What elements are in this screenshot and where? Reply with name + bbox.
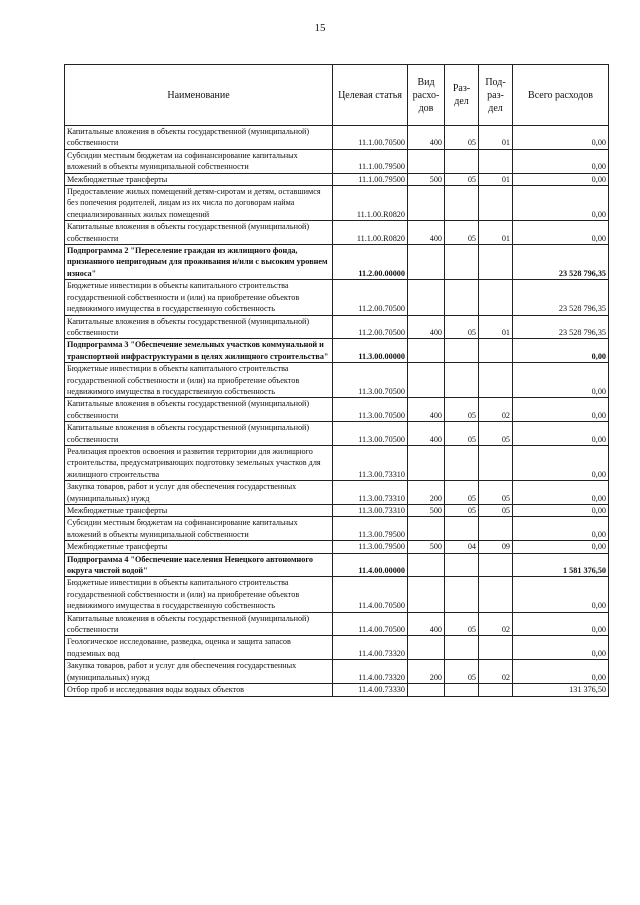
row-total-cell: 0,00 — [513, 173, 609, 185]
row-vid-cell: 400 — [408, 126, 445, 150]
header-podrazdel: Под-раз-дел — [479, 65, 513, 126]
row-podrazdel-cell: 02 — [479, 612, 513, 636]
row-razdel-cell — [445, 577, 479, 612]
row-razdel-cell — [445, 445, 479, 480]
row-target-cell: 11.2.00.00000 — [333, 245, 408, 280]
row-total-cell: 0,00 — [513, 481, 609, 505]
row-total-cell: 0,00 — [513, 577, 609, 612]
row-vid-cell — [408, 445, 445, 480]
row-razdel-cell — [445, 553, 479, 577]
row-podrazdel-cell: 05 — [479, 505, 513, 517]
row-razdel-cell: 05 — [445, 422, 479, 446]
row-vid-cell: 400 — [408, 612, 445, 636]
row-total-cell: 23 528 796,35 — [513, 280, 609, 315]
row-razdel-cell: 05 — [445, 660, 479, 684]
row-razdel-cell — [445, 517, 479, 541]
row-total-cell: 0,00 — [513, 221, 609, 245]
row-target-cell: 11.3.00.73310 — [333, 481, 408, 505]
table-row — [65, 660, 609, 684]
row-target-cell: 11.3.00.79500 — [333, 541, 408, 553]
row-podrazdel-cell: 05 — [479, 481, 513, 505]
row-target-cell: 11.3.00.79500 — [333, 517, 408, 541]
table-row — [65, 636, 609, 660]
row-target-cell: 11.1.00.79500 — [333, 149, 408, 173]
row-name-cell: Капитальные вложения в объекты государственной (муниципальной) собственности — [65, 612, 333, 636]
row-name-cell: Закупка товаров, работ и услуг для обеспечения государственных (муниципальных) нужд — [65, 481, 333, 505]
row-vid-cell — [408, 684, 445, 696]
row-razdel-cell: 04 — [445, 541, 479, 553]
row-podrazdel-cell — [479, 517, 513, 541]
table-row — [65, 541, 609, 553]
row-razdel-cell: 05 — [445, 173, 479, 185]
header-target: Целевая статья — [333, 65, 408, 126]
row-vid-cell: 500 — [408, 505, 445, 517]
row-total-cell: 0,00 — [513, 612, 609, 636]
row-razdel-cell: 05 — [445, 221, 479, 245]
header-vid: Вид расхо-дов — [408, 65, 445, 126]
row-vid-cell: 400 — [408, 221, 445, 245]
table-row — [65, 315, 609, 339]
row-razdel-cell — [445, 280, 479, 315]
row-razdel-cell — [445, 339, 479, 363]
row-name-cell: Подпрограмма 4 "Обеспечение населения Ненецкого автономного округа чистой водой" — [65, 553, 333, 577]
row-podrazdel-cell: 02 — [479, 398, 513, 422]
row-target-cell: 11.1.00.R0820 — [333, 186, 408, 221]
table-row — [65, 173, 609, 185]
table-row — [65, 126, 609, 150]
row-total-cell: 0,00 — [513, 541, 609, 553]
row-vid-cell: 200 — [408, 660, 445, 684]
row-target-cell: 11.3.00.70500 — [333, 363, 408, 398]
row-target-cell: 11.1.00.70500 — [333, 126, 408, 150]
row-target-cell: 11.2.00.70500 — [333, 280, 408, 315]
row-target-cell: 11.4.00.73320 — [333, 660, 408, 684]
row-target-cell: 11.3.00.00000 — [333, 339, 408, 363]
row-target-cell: 11.4.00.73320 — [333, 636, 408, 660]
row-razdel-cell — [445, 363, 479, 398]
row-target-cell: 11.2.00.70500 — [333, 315, 408, 339]
row-total-cell: 0,00 — [513, 363, 609, 398]
table-row — [65, 612, 609, 636]
row-total-cell: 0,00 — [513, 186, 609, 221]
row-vid-cell: 400 — [408, 398, 445, 422]
row-name-cell: Бюджетные инвестиции в объекты капитального строительства государственной собственности и (или) на приобретение объектов недвижимого имущества в государственную собственность — [65, 577, 333, 612]
table-row — [65, 445, 609, 480]
header-name: Наименование — [65, 65, 333, 126]
subprogram-row — [65, 339, 609, 363]
row-total-cell: 0,00 — [513, 445, 609, 480]
row-podrazdel-cell: 05 — [479, 422, 513, 446]
row-vid-cell — [408, 280, 445, 315]
row-total-cell: 23 528 796,35 — [513, 245, 609, 280]
row-podrazdel-cell — [479, 339, 513, 363]
row-vid-cell: 500 — [408, 541, 445, 553]
row-name-cell: Бюджетные инвестиции в объекты капитального строительства государственной собственности и (или) на приобретение объектов недвижимого имущества в государственную собственность — [65, 363, 333, 398]
row-total-cell: 0,00 — [513, 422, 609, 446]
row-target-cell: 11.1.00.R0820 — [333, 221, 408, 245]
row-name-cell: Капитальные вложения в объекты государственной (муниципальной) собственности — [65, 315, 333, 339]
row-vid-cell — [408, 636, 445, 660]
row-target-cell: 11.3.00.73310 — [333, 445, 408, 480]
row-name-cell: Капитальные вложения в объекты государственной (муниципальной) собственности — [65, 422, 333, 446]
subprogram-row — [65, 245, 609, 280]
table-row — [65, 517, 609, 541]
table-row — [65, 149, 609, 173]
row-total-cell: 0,00 — [513, 149, 609, 173]
row-total-cell: 131 376,50 — [513, 684, 609, 696]
row-podrazdel-cell: 09 — [479, 541, 513, 553]
row-razdel-cell: 05 — [445, 126, 479, 150]
row-name-cell: Отбор проб и исследования воды водных объектов — [65, 684, 333, 696]
page-number: 15 — [314, 22, 326, 34]
row-razdel-cell: 05 — [445, 481, 479, 505]
row-podrazdel-cell: 01 — [479, 315, 513, 339]
row-name-cell: Субсидии местным бюджетам на софинансирование капитальных вложений в объекты муниципальной собственности — [65, 149, 333, 173]
row-razdel-cell: 05 — [445, 505, 479, 517]
table-row — [65, 422, 609, 446]
row-total-cell: 0,00 — [513, 398, 609, 422]
row-razdel-cell: 05 — [445, 315, 479, 339]
budget-table — [64, 64, 609, 697]
row-vid-cell: 400 — [408, 315, 445, 339]
row-vid-cell — [408, 339, 445, 363]
row-target-cell: 11.3.00.70500 — [333, 422, 408, 446]
row-total-cell: 0,00 — [513, 505, 609, 517]
row-target-cell: 11.3.00.70500 — [333, 398, 408, 422]
row-total-cell: 1 581 376,50 — [513, 553, 609, 577]
table-row — [65, 186, 609, 221]
table-row — [65, 398, 609, 422]
row-name-cell: Подпрограмма 2 "Переселение граждан из жилищного фонда, признанного непригодным для проживания и/или с высоким уровнем износа" — [65, 245, 333, 280]
row-podrazdel-cell: 01 — [479, 173, 513, 185]
row-total-cell: 23 528 796,35 — [513, 315, 609, 339]
row-target-cell: 11.4.00.70500 — [333, 612, 408, 636]
row-name-cell: Капитальные вложения в объекты государственной (муниципальной) собственности — [65, 126, 333, 150]
table-row — [65, 481, 609, 505]
table-header-row — [65, 65, 609, 126]
row-name-cell: Субсидии местным бюджетам на софинансирование капитальных вложений в объекты муниципальной собственности — [65, 517, 333, 541]
table-row — [65, 221, 609, 245]
row-target-cell: 11.3.00.73310 — [333, 505, 408, 517]
row-podrazdel-cell: 02 — [479, 660, 513, 684]
row-podrazdel-cell — [479, 363, 513, 398]
row-vid-cell — [408, 553, 445, 577]
row-vid-cell — [408, 186, 445, 221]
table-row — [65, 577, 609, 612]
row-razdel-cell — [445, 186, 479, 221]
row-name-cell: Капитальные вложения в объекты государственной (муниципальной) собственности — [65, 221, 333, 245]
table-row — [65, 280, 609, 315]
row-vid-cell — [408, 363, 445, 398]
row-podrazdel-cell — [479, 245, 513, 280]
row-vid-cell — [408, 577, 445, 612]
row-razdel-cell — [445, 684, 479, 696]
row-podrazdel-cell — [479, 149, 513, 173]
row-name-cell: Геологическое исследование, разведка, оценка и защита запасов подземных вод — [65, 636, 333, 660]
table-body — [65, 126, 609, 697]
subprogram-row — [65, 553, 609, 577]
row-total-cell: 0,00 — [513, 636, 609, 660]
row-total-cell: 0,00 — [513, 517, 609, 541]
row-razdel-cell: 05 — [445, 398, 479, 422]
table-row — [65, 684, 609, 696]
row-podrazdel-cell — [479, 445, 513, 480]
row-vid-cell — [408, 517, 445, 541]
row-razdel-cell — [445, 636, 479, 660]
row-podrazdel-cell: 01 — [479, 221, 513, 245]
row-razdel-cell — [445, 245, 479, 280]
row-podrazdel-cell — [479, 553, 513, 577]
header-total: Всего расходов — [513, 65, 609, 126]
row-podrazdel-cell — [479, 636, 513, 660]
row-target-cell: 11.4.00.73330 — [333, 684, 408, 696]
row-name-cell: Закупка товаров, работ и услуг для обеспечения государственных (муниципальных) нужд — [65, 660, 333, 684]
row-razdel-cell: 05 — [445, 612, 479, 636]
row-name-cell: Реализация проектов освоения и развития территории для жилищного строительства, предусматривающих подготовку земельных участков для жилищного строительства — [65, 445, 333, 480]
row-name-cell: Межбюджетные трансферты — [65, 541, 333, 553]
row-podrazdel-cell — [479, 186, 513, 221]
row-target-cell: 11.1.00.79500 — [333, 173, 408, 185]
row-target-cell: 11.4.00.00000 — [333, 553, 408, 577]
row-total-cell: 0,00 — [513, 126, 609, 150]
row-vid-cell — [408, 245, 445, 280]
row-target-cell: 11.4.00.70500 — [333, 577, 408, 612]
row-podrazdel-cell — [479, 280, 513, 315]
table-row — [65, 505, 609, 517]
row-razdel-cell — [445, 149, 479, 173]
row-total-cell: 0,00 — [513, 339, 609, 363]
table-row — [65, 363, 609, 398]
row-vid-cell — [408, 149, 445, 173]
row-total-cell: 0,00 — [513, 660, 609, 684]
row-name-cell: Капитальные вложения в объекты государственной (муниципальной) собственности — [65, 398, 333, 422]
row-podrazdel-cell — [479, 577, 513, 612]
row-name-cell: Подпрограмма 3 "Обеспечение земельных участков коммунальной и транспортной инфраструктурами в целях жилищного строительства" — [65, 339, 333, 363]
row-podrazdel-cell: 01 — [479, 126, 513, 150]
row-podrazdel-cell — [479, 684, 513, 696]
row-vid-cell: 500 — [408, 173, 445, 185]
row-vid-cell: 200 — [408, 481, 445, 505]
header-razdel: Раз-дел — [445, 65, 479, 126]
row-name-cell: Бюджетные инвестиции в объекты капитального строительства государственной собственности и (или) на приобретение объектов недвижимого имущества в государственную собственность — [65, 280, 333, 315]
row-name-cell: Межбюджетные трансферты — [65, 173, 333, 185]
row-vid-cell: 400 — [408, 422, 445, 446]
row-name-cell: Межбюджетные трансферты — [65, 505, 333, 517]
row-name-cell: Предоставление жилых помещений детям-сиротам и детям, оставшимся без попечения родителей, лицам из их числа по договорам найма специализированных жилых помещений — [65, 186, 333, 221]
